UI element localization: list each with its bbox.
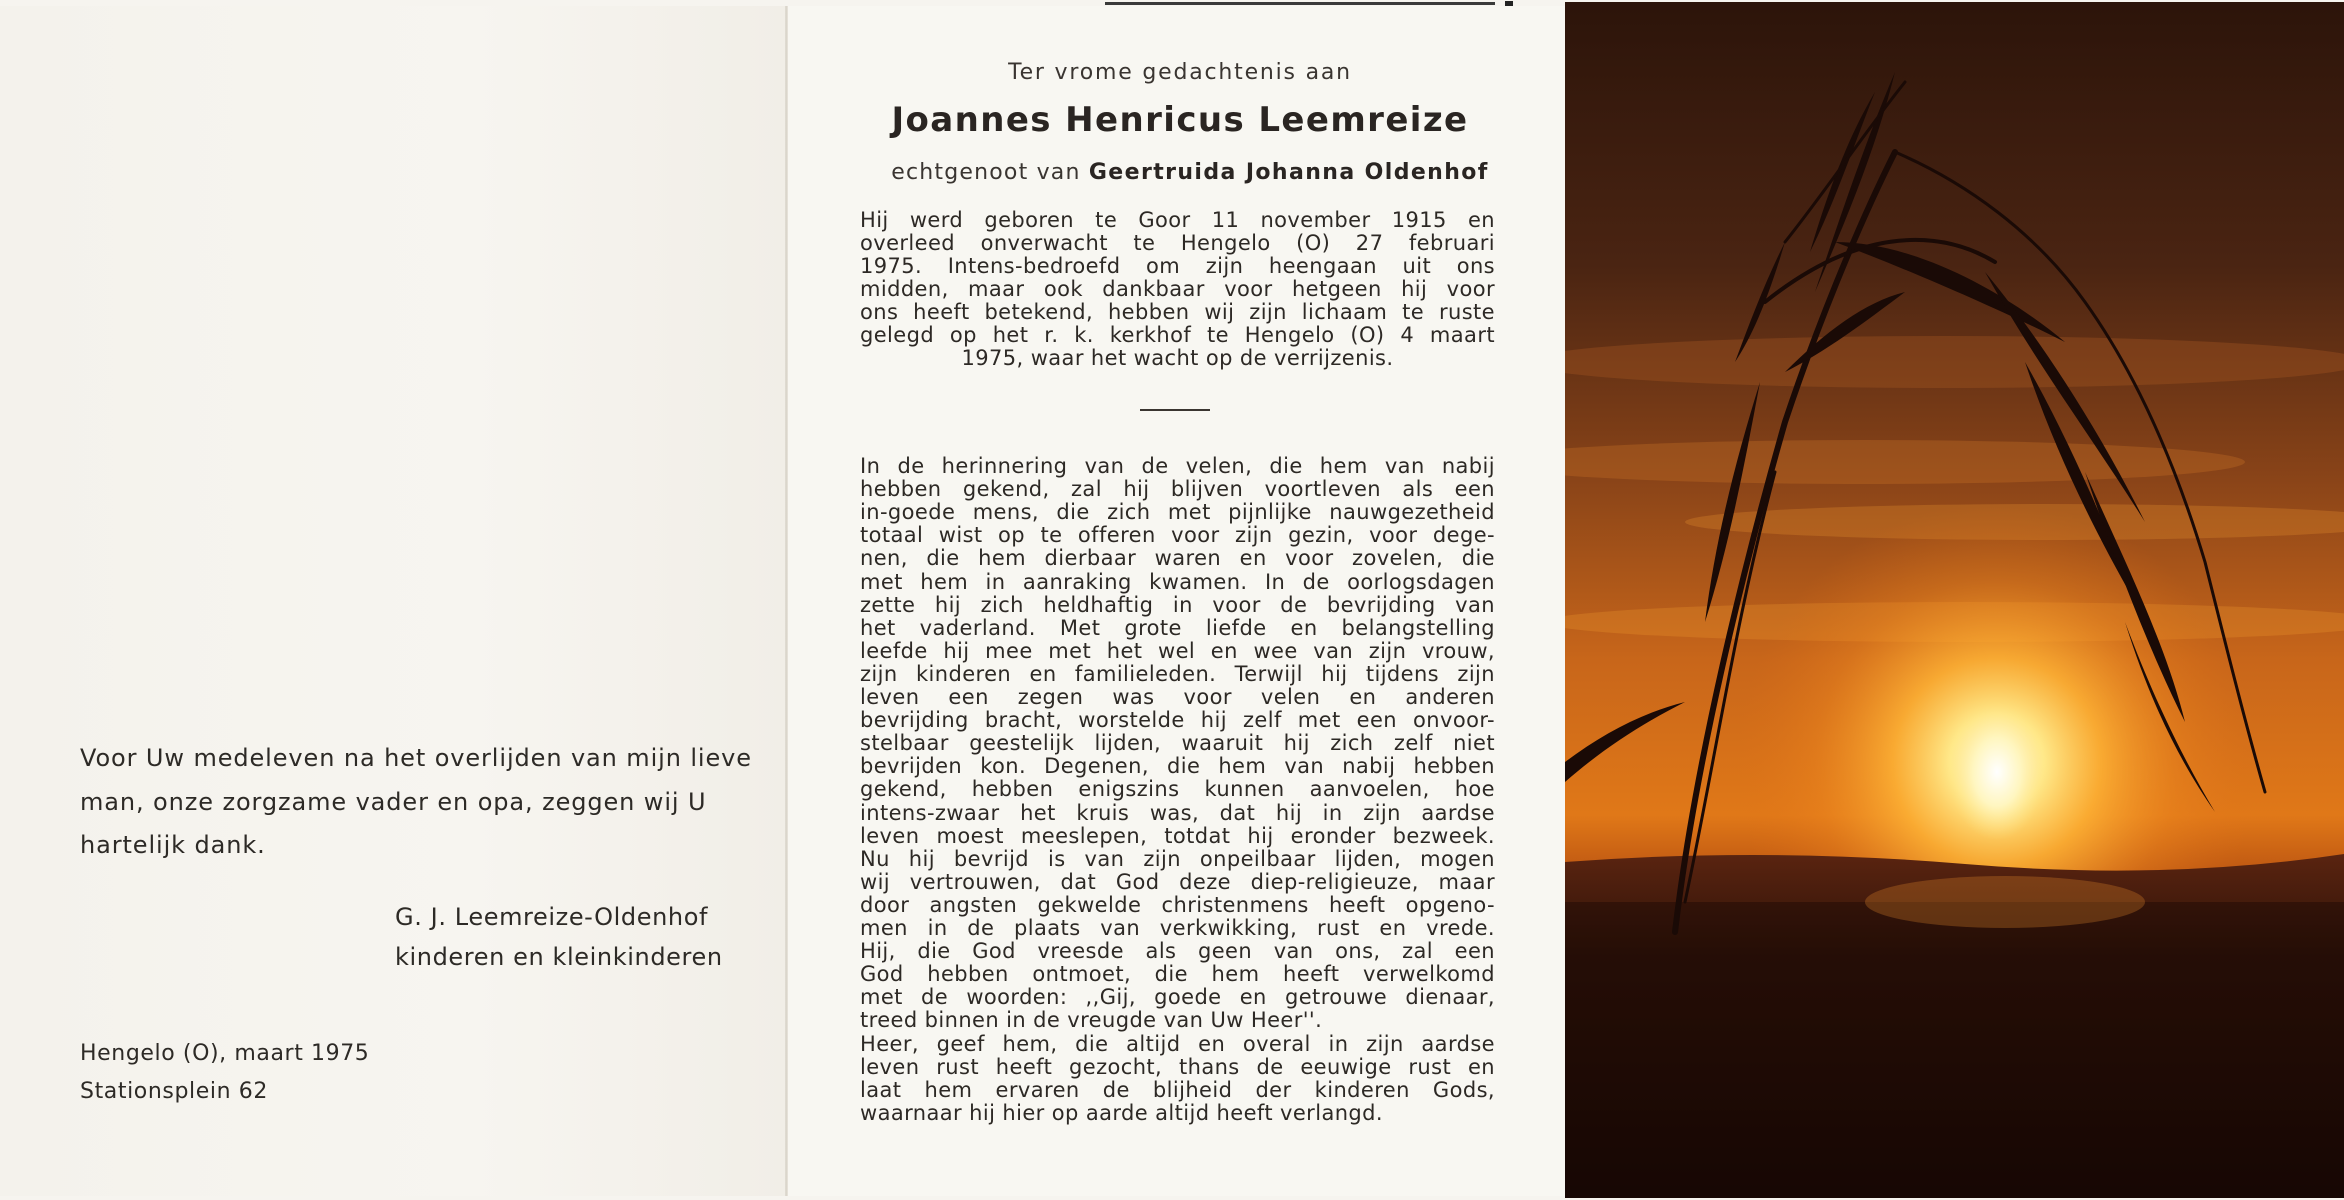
memory-line: treed binnen in de vreugde van Uw Heer''. <box>860 1008 1323 1033</box>
bio-line: midden, maar ook dankbaar voor hetgeen hij voor <box>860 277 1495 301</box>
memory-line: leven een zegen was voor velen en anderen <box>860 685 1495 709</box>
bio-line: 1975, waar het wacht op de verrijzenis. <box>961 346 1394 370</box>
memory-line: leven moest meeslepen, totdat hij eronder bezweek. <box>860 823 1495 848</box>
divider-rule <box>1140 409 1210 411</box>
memory-line: laat hem ervaren de blijheid der kinderen Gods, <box>860 1077 1495 1102</box>
memory-line: hebben gekend, zal hij blijven voortleven als een <box>860 477 1495 502</box>
memory-line: zijn kinderen en familieleden. Terwijl hij tijdens zijn <box>860 661 1495 686</box>
memory-line: wij vertrouwen, dat God deze diep-religieuze, maar <box>860 869 1495 894</box>
memory-line: In de herinnering van de velen, die hem van nabij <box>860 454 1495 478</box>
memory-line: met de woorden: ,,Gij, goede en getrouwe dienaar, <box>860 985 1495 1010</box>
spouse-line <box>870 160 1510 185</box>
top-rule-mark <box>1505 1 1513 6</box>
signature-family: kinderen en kleinkinderen <box>395 943 723 971</box>
thanks-line-3: hartelijk dank. <box>80 831 266 859</box>
sunset-photo <box>1565 2 2344 1198</box>
sunset-photo-graphic <box>1565 2 2344 1198</box>
bio-line: 1975. Intens-bedroefd om zijn heengaan uit ons <box>860 254 1495 278</box>
memory-line: waarnaar hij hier op aarde altijd heeft verlangd. <box>860 1100 1383 1125</box>
memory-line: het vaderland. Met grote liefde en belangstelling <box>860 615 1495 640</box>
memory-line: gekend, hebben enigszins kunnen aanvoelen, hoe <box>860 777 1495 802</box>
spouse-prefix: echtgenoot van <box>891 160 1081 185</box>
bio-line: ons heeft betekend, hebben wij zijn lichaam te ruste <box>860 300 1495 324</box>
left-panel <box>0 6 785 1196</box>
memory-line: Nu hij bevrijd is van zijn onpeilbaar lijden, mogen <box>860 846 1495 871</box>
bio-line: overleed onverwacht te Hengelo (O) 27 februari <box>860 231 1495 255</box>
place-date: Hengelo (O), maart 1975 <box>80 1041 370 1066</box>
bio-line: Hij werd geboren te Goor 11 november 1915 en <box>860 208 1495 232</box>
memory-line: leefde hij mee met het wel en wee van zijn vrouw, <box>860 638 1495 663</box>
memory-line: totaal wist op te offeren voor zijn gezin, voor dege- <box>860 523 1495 548</box>
memory-line: in-goede mens, die zich met pijnlijke nauwgezetheid <box>860 500 1495 525</box>
signature-name: G. J. Leemreize-Oldenhof <box>395 903 709 931</box>
memory-line: nen, die hem dierbaar waren en voor zovelen, die <box>860 546 1495 571</box>
memory-line: bevrijden kon. Degenen, die hem van nabij hebben <box>860 754 1495 779</box>
memory-line: met hem in aanraking kwamen. In de oorlogsdagen <box>860 569 1495 594</box>
memory-line: Heer, geef hem, die altijd en overal in zijn aardse <box>860 1031 1495 1056</box>
deceased-name: Joannes Henricus Leemreize <box>891 100 1469 140</box>
memory-line: bevrijding bracht, worstelde hij zelf met een onvoor- <box>860 708 1495 733</box>
memory-line: God hebben ontmoet, die hem heeft verwelkomd <box>860 962 1495 987</box>
memory-line: Hij, die God vreesde als geen van ons, zal een <box>860 939 1495 964</box>
memory-line: door angsten gekwelde christenmens heeft opgeno- <box>860 892 1495 917</box>
memory-line: intens-zwaar het kruis was, dat hij in zijn aardse <box>860 800 1495 825</box>
street-address: Stationsplein 62 <box>80 1079 268 1104</box>
memory-line: men in de plaats van verkwikking, rust en vrede. <box>860 916 1495 940</box>
top-rule <box>1105 2 1495 5</box>
intro-text: Ter vrome gedachtenis aan <box>1008 60 1352 85</box>
thanks-line-1: Voor Uw medeleven na het overlijden van mijn lieve <box>80 744 752 772</box>
spouse-name: Geertruida Johanna Oldenhof <box>1088 160 1489 185</box>
bio-line: gelegd op het r. k. kerkhof te Hengelo (O) 4 maart <box>860 323 1495 347</box>
thanks-line-2: man, onze zorgzame vader en opa, zeggen wij U <box>80 788 707 816</box>
memory-line: zette hij zich heldhaftig in voor de bevrijding van <box>860 592 1495 617</box>
memory-line: leven rust heeft gezocht, thans de eeuwige rust en <box>860 1054 1495 1079</box>
memory-line: stelbaar geestelijk lijden, waaruit hij zich zelf niet <box>860 731 1495 756</box>
